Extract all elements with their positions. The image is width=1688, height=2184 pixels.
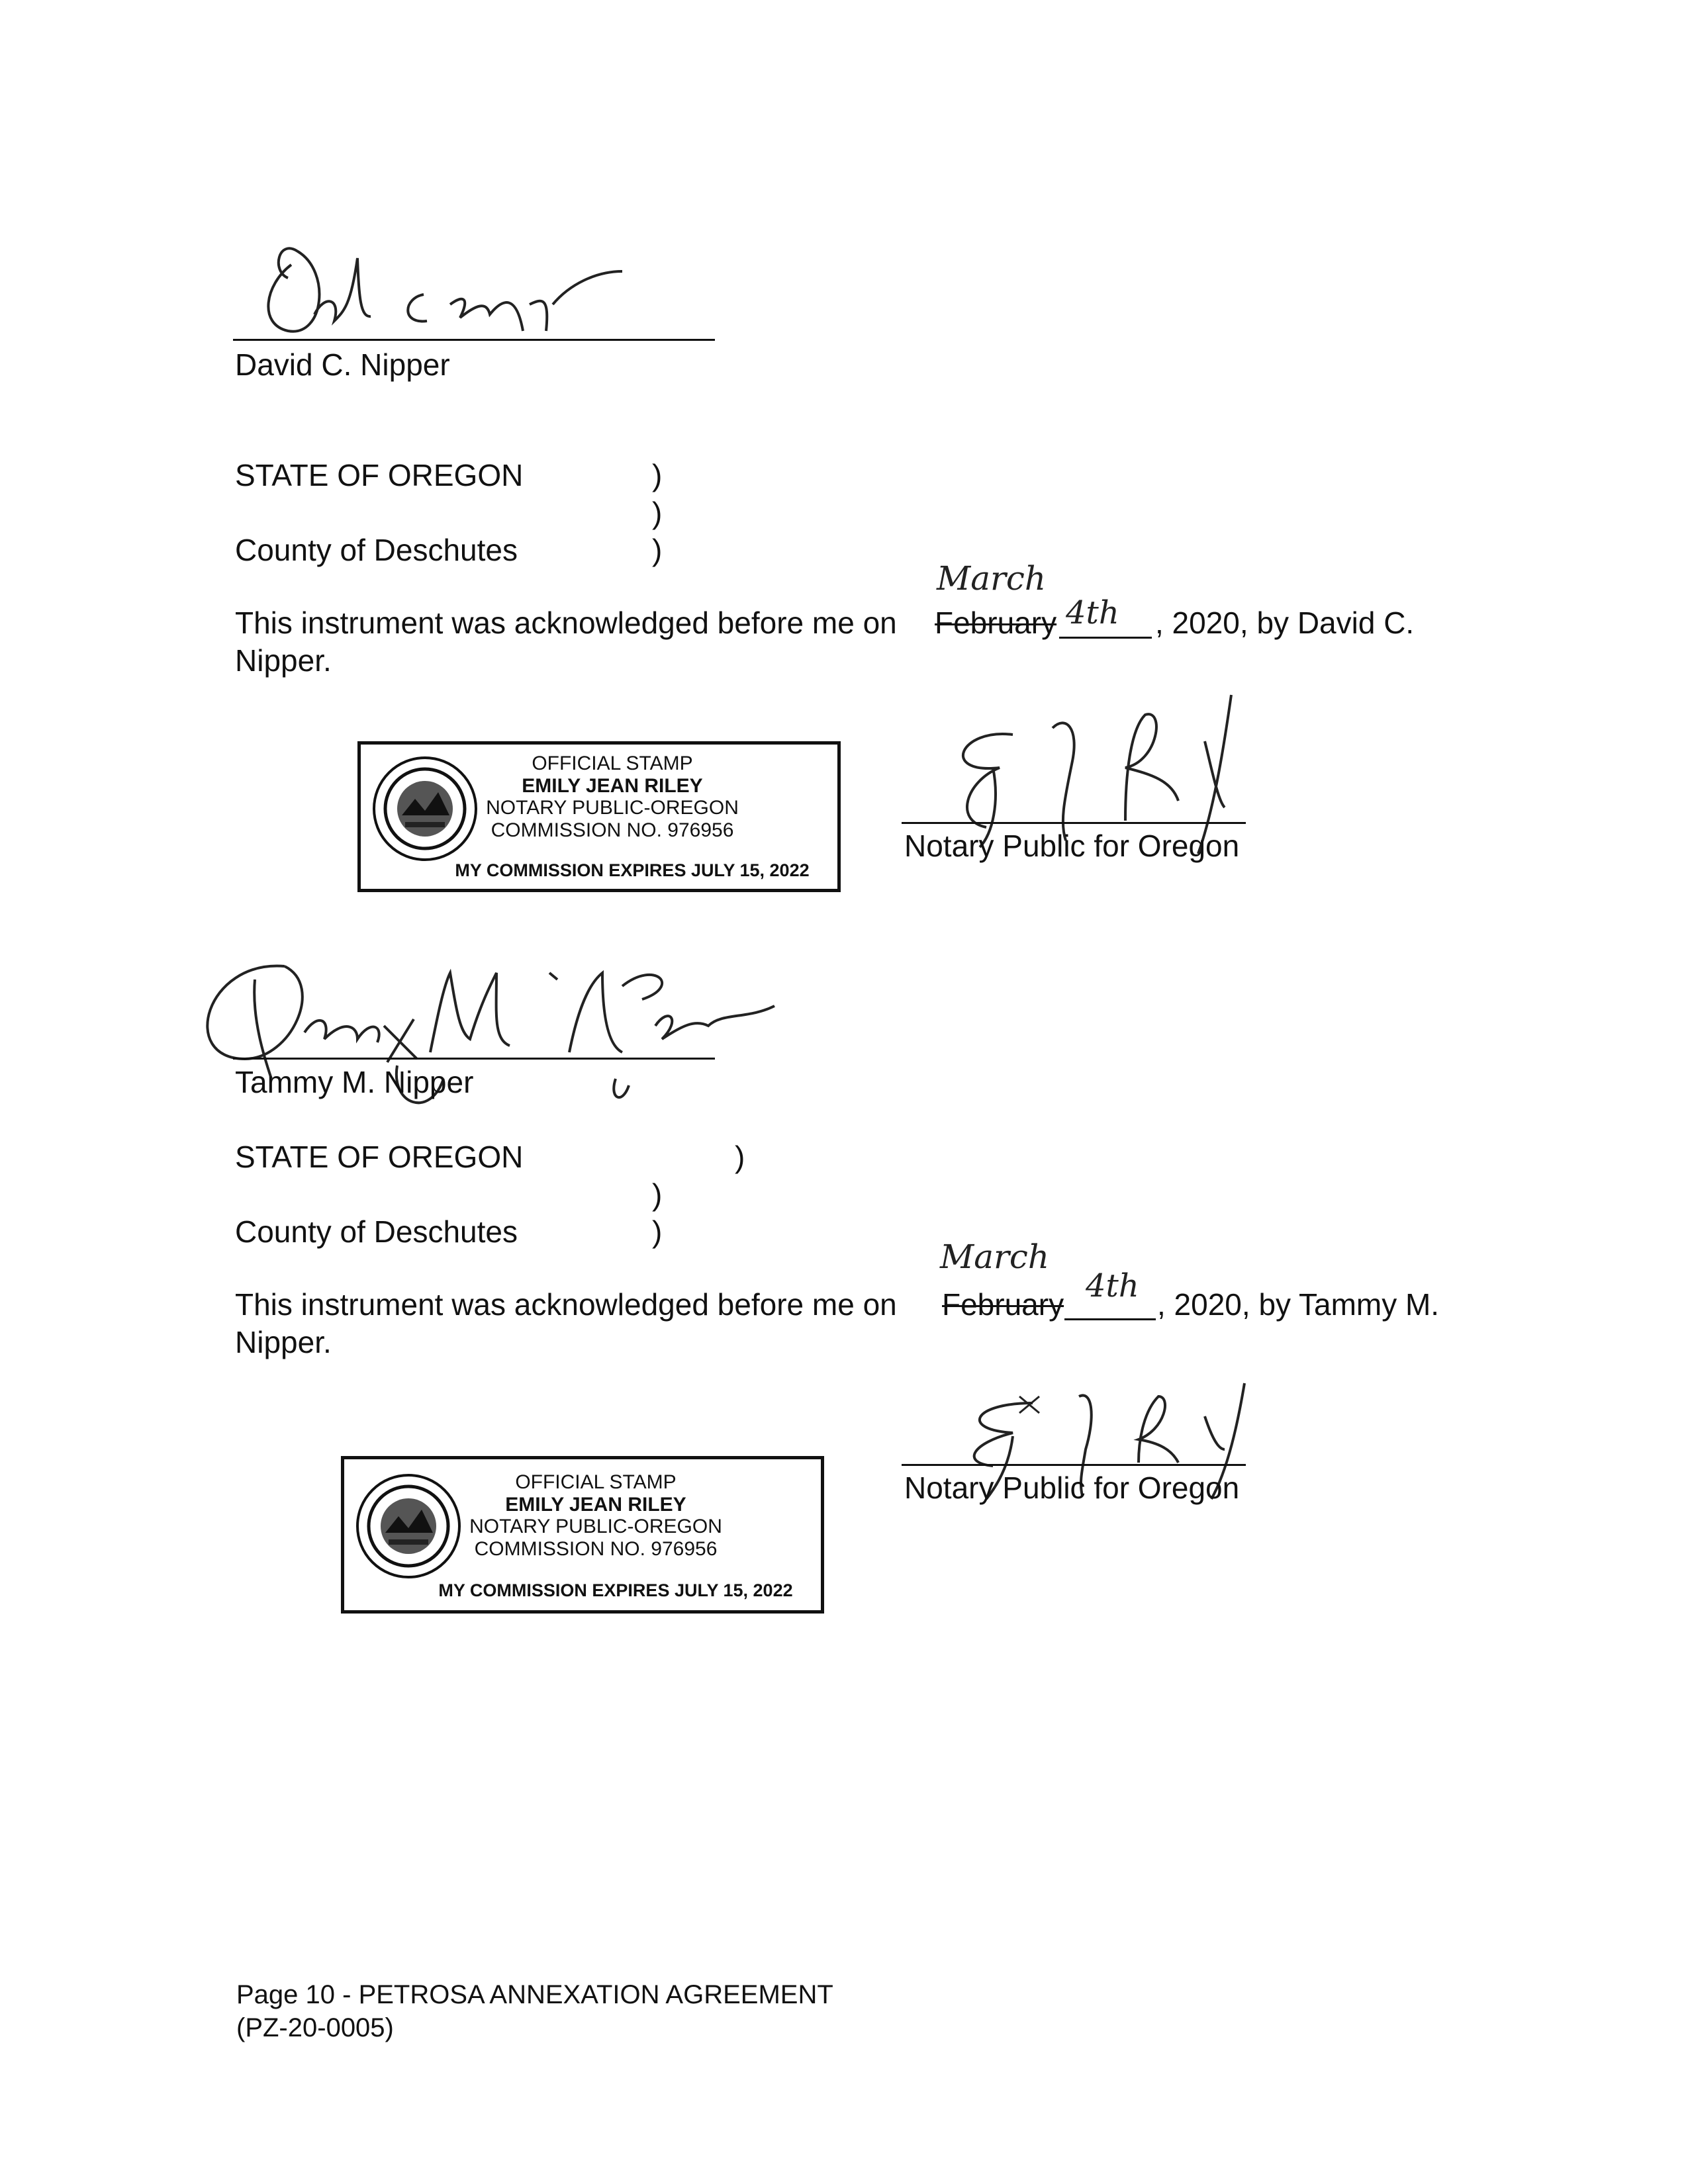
paren-1b: ) [652,496,663,530]
signer-name-david: David C. Nipper [235,347,450,382]
stamp-notary-name: EMILY JEAN RILEY [505,1493,686,1516]
stamp-notary-name: EMILY JEAN RILEY [522,774,703,797]
stamp-expires-1: MY COMMISSION EXPIRES JULY 15, 2022 [455,860,810,880]
stamp-commission-no: COMMISSION NO. 976956 [491,819,734,841]
paren-2c: ) [652,1214,663,1249]
state-label-1: STATE OF OREGON [235,458,524,492]
signature-line-david [233,339,715,341]
paren-2b: ) [652,1177,663,1212]
notary-line-1 [902,822,1246,824]
notary-caption-1: Notary Public for Oregon [904,829,1240,863]
state-seal-icon [373,756,477,861]
struck-month-1: February [935,606,1057,640]
signature-line-tammy [233,1058,715,1060]
state-seal-icon [356,1474,461,1578]
paren-1c: ) [652,533,663,567]
footer-page-title: Page 10 - PETROSA ANNEXATION AGREEMENT [236,1980,833,2009]
ack-suffix-2: , 2020, by Tammy M. [1157,1287,1440,1322]
ack-prefix-2: This instrument was acknowledged before me on [235,1287,897,1322]
notary-stamp-2 [341,1456,824,1614]
ack-line2-1: Nipper. [235,643,332,678]
david-nipper-signature [252,232,649,344]
footer-case-number: (PZ-20-0005) [236,2013,394,2042]
date-blank-1 [1059,637,1152,639]
notary-line-2 [902,1464,1246,1466]
stamp-title: OFFICIAL STAMP [515,1471,677,1493]
notary-stamp-1 [357,741,841,892]
paren-2a: ) [735,1140,745,1174]
stamp-text-1 [480,752,745,841]
struck-month-2: February [942,1287,1064,1322]
stamp-text-2 [463,1471,728,1560]
stamp-notary-public: NOTARY PUBLIC-OREGON [469,1516,722,1538]
stamp-title: OFFICIAL STAMP [532,752,693,774]
signer-name-tammy: Tammy M. Nipper [235,1065,474,1099]
county-label-1: County of Deschutes [235,533,518,567]
handwritten-month-2: March [940,1238,1050,1276]
ack-prefix-1: This instrument was acknowledged before me on [235,606,897,640]
handwritten-day-1: 4th [1066,594,1119,631]
handwritten-month-1: March [937,559,1047,598]
notary-caption-2: Notary Public for Oregon [904,1471,1240,1505]
stamp-expires-2: MY COMMISSION EXPIRES JULY 15, 2022 [438,1580,793,1600]
ack-line2-2: Nipper. [235,1325,332,1359]
state-label-2: STATE OF OREGON [235,1140,524,1174]
handwritten-day-2: 4th [1086,1267,1139,1304]
date-blank-2 [1064,1318,1156,1320]
stamp-commission-no: COMMISSION NO. 976956 [474,1537,718,1560]
county-label-2: County of Deschutes [235,1214,518,1249]
stamp-notary-public: NOTARY PUBLIC-OREGON [486,797,739,819]
paren-1a: ) [652,458,663,492]
ack-suffix-1: , 2020, by David C. [1155,606,1415,640]
